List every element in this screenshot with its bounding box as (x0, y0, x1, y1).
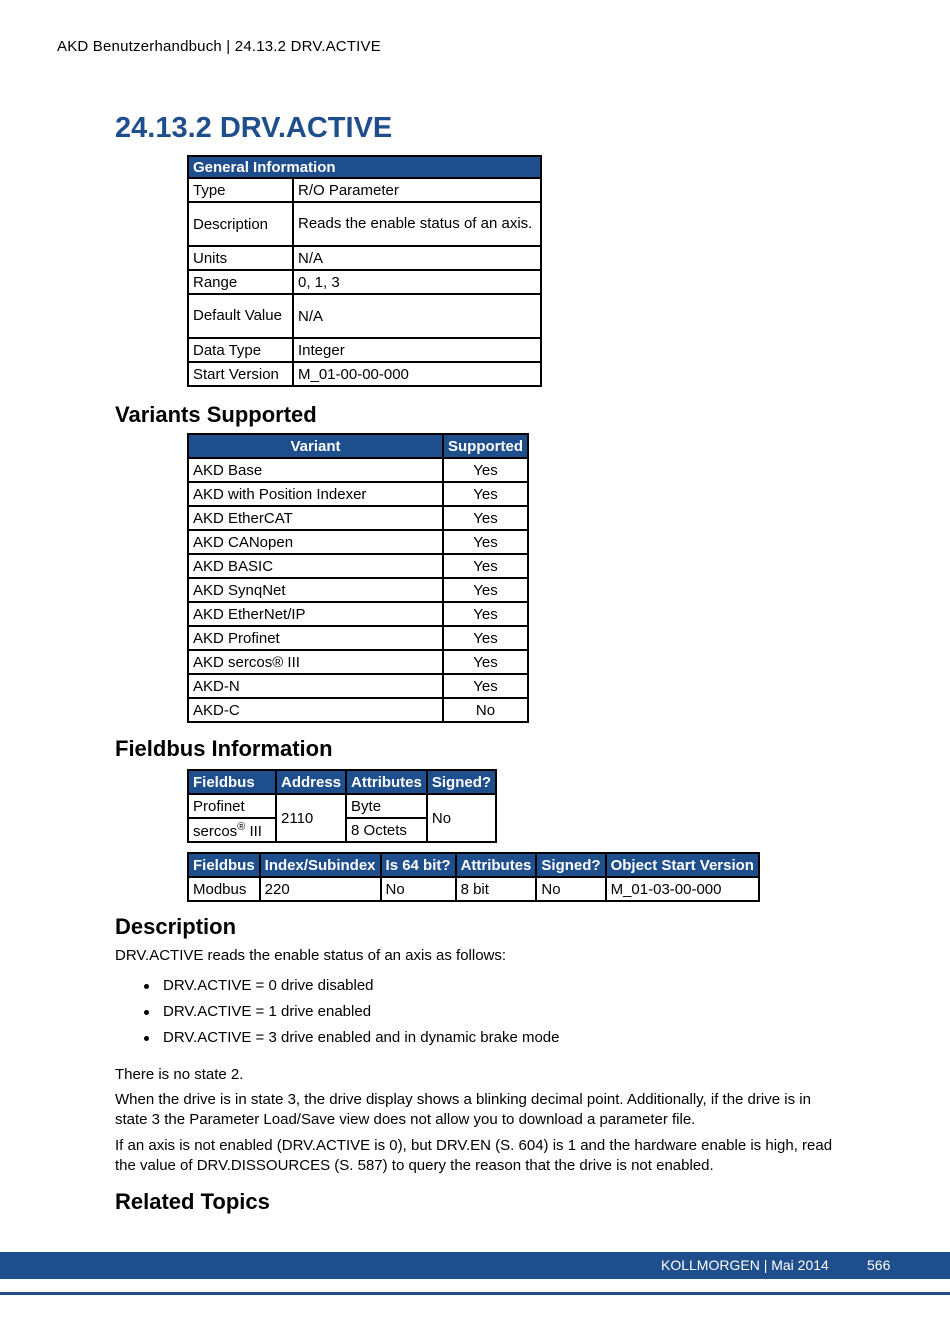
bullet-icon (144, 1010, 149, 1015)
paragraph: There is no state 2. (115, 1066, 244, 1083)
footer-rule (0, 1292, 950, 1295)
registered-mark: ® (237, 820, 246, 833)
page-title: 24.13.2 DRV.ACTIVE (115, 112, 393, 144)
variant-supported: Yes (443, 626, 528, 650)
list-item (115, 976, 559, 1002)
variant-name: AKD EtherCAT (188, 506, 443, 530)
variant-supported: Yes (443, 578, 528, 602)
attributes-column-header: Attributes (456, 853, 537, 877)
start-version-column-header: Object Start Version (606, 853, 759, 877)
fieldbus-profinet: Profinet (188, 794, 276, 818)
sercos-suffix: III (245, 822, 262, 840)
fieldbus-heading: Fieldbus Information (115, 736, 333, 761)
attributes-column-header: Attributes (346, 770, 427, 794)
table-cell: M_01-03-00-000 (606, 877, 759, 901)
page-number: 566 (867, 1257, 891, 1273)
general-info-heading: General Information (188, 156, 541, 178)
variant-name: AKD Base (188, 458, 443, 482)
list-item (115, 1002, 559, 1028)
table-cell: 8 bit (456, 877, 537, 901)
fieldbus-column-header: Fieldbus (188, 770, 276, 794)
row-value: R/O Parameter (293, 178, 541, 202)
row-label: Description (188, 202, 293, 246)
row-label: Range (188, 270, 293, 294)
table-cell: No (536, 877, 605, 901)
variant-name: AKD-C (188, 698, 443, 722)
address-column-header: Address (276, 770, 346, 794)
general-info-table (187, 155, 542, 387)
paragraph: When the drive is in state 3, the drive display shows a blinking decimal point. Additionally, if the drive is in state 3 the Parameter Load/Save view does not allow you to download a parameter file. (115, 1091, 811, 1128)
row-value: N/A (293, 246, 541, 270)
list-item (115, 1028, 559, 1054)
list-item-text: DRV.ACTIVE = 0 drive disabled (163, 977, 374, 994)
row-label: Data Type (188, 338, 293, 362)
variants-heading: Variants Supported (115, 402, 317, 427)
supported-column-header: Supported (443, 434, 528, 458)
row-label: Type (188, 178, 293, 202)
variant-name: AKD sercos® III (188, 650, 443, 674)
index-column-header: Index/Subindex (260, 853, 381, 877)
variant-supported: Yes (443, 506, 528, 530)
table-cell: Modbus (188, 877, 260, 901)
variant-supported: Yes (443, 650, 528, 674)
row-label: Default Value (188, 294, 293, 338)
bullet-icon (144, 1036, 149, 1041)
variant-column-header: Variant (188, 434, 443, 458)
variant-name: AKD Profinet (188, 626, 443, 650)
related-topics-heading: Related Topics (115, 1189, 270, 1214)
row-value: M_01-00-00-000 (293, 362, 541, 386)
signed-value: No (427, 794, 496, 842)
variant-supported: Yes (443, 482, 528, 506)
variant-supported: Yes (443, 530, 528, 554)
variant-name: AKD-N (188, 674, 443, 698)
attributes-sercos: 8 Octets (346, 818, 427, 842)
signed-column-header: Signed? (536, 853, 605, 877)
variant-supported: Yes (443, 458, 528, 482)
row-value: Integer (293, 338, 541, 362)
variant-name: AKD BASIC (188, 554, 443, 578)
variant-name: AKD CANopen (188, 530, 443, 554)
64bit-column-header: Is 64 bit? (381, 853, 456, 877)
table-cell: No (381, 877, 456, 901)
running-header: AKD Benutzerhandbuch | 24.13.2 DRV.ACTIVE (57, 38, 381, 55)
row-label: Units (188, 246, 293, 270)
variant-supported: Yes (443, 554, 528, 578)
state-list (115, 976, 559, 1054)
variant-supported: Yes (443, 674, 528, 698)
row-value: 0, 1, 3 (293, 270, 541, 294)
variants-table (187, 433, 529, 723)
fieldbus-address: 2110 (276, 794, 346, 842)
bullet-icon (144, 984, 149, 989)
sercos-label: sercos (193, 822, 238, 840)
variant-name: AKD EtherNet/IP (188, 602, 443, 626)
table-cell: 220 (260, 877, 381, 901)
fieldbus-table-1 (187, 769, 497, 843)
description-heading: Description (115, 914, 237, 939)
variant-name: AKD SynqNet (188, 578, 443, 602)
fieldbus-sercos (188, 818, 276, 842)
paragraph: If an axis is not enabled (DRV.ACTIVE is 0), but DRV.EN (S. 604) is 1 and the hardware enable is high, read the value of DRV.DISSOURCES (S. 587) to query the reason that the drive is not enabled. (115, 1137, 833, 1174)
footer-brand: KOLLMORGEN | Mai 2014 (661, 1257, 829, 1273)
row-value: Reads the enable status of an axis. (293, 202, 541, 246)
description-intro: DRV.ACTIVE reads the enable status of an axis as follows: (115, 947, 507, 964)
attributes-profinet: Byte (346, 794, 427, 818)
variant-supported: No (443, 698, 528, 722)
signed-column-header: Signed? (427, 770, 496, 794)
list-item-text: DRV.ACTIVE = 3 drive enabled and in dynamic brake mode (163, 1029, 560, 1046)
variant-name: AKD with Position Indexer (188, 482, 443, 506)
row-value: N/A (293, 294, 541, 338)
variant-supported: Yes (443, 602, 528, 626)
row-label: Start Version (188, 362, 293, 386)
list-item-text: DRV.ACTIVE = 1 drive enabled (163, 1003, 372, 1020)
fieldbus-column-header: Fieldbus (188, 853, 260, 877)
fieldbus-table-2 (187, 852, 760, 902)
